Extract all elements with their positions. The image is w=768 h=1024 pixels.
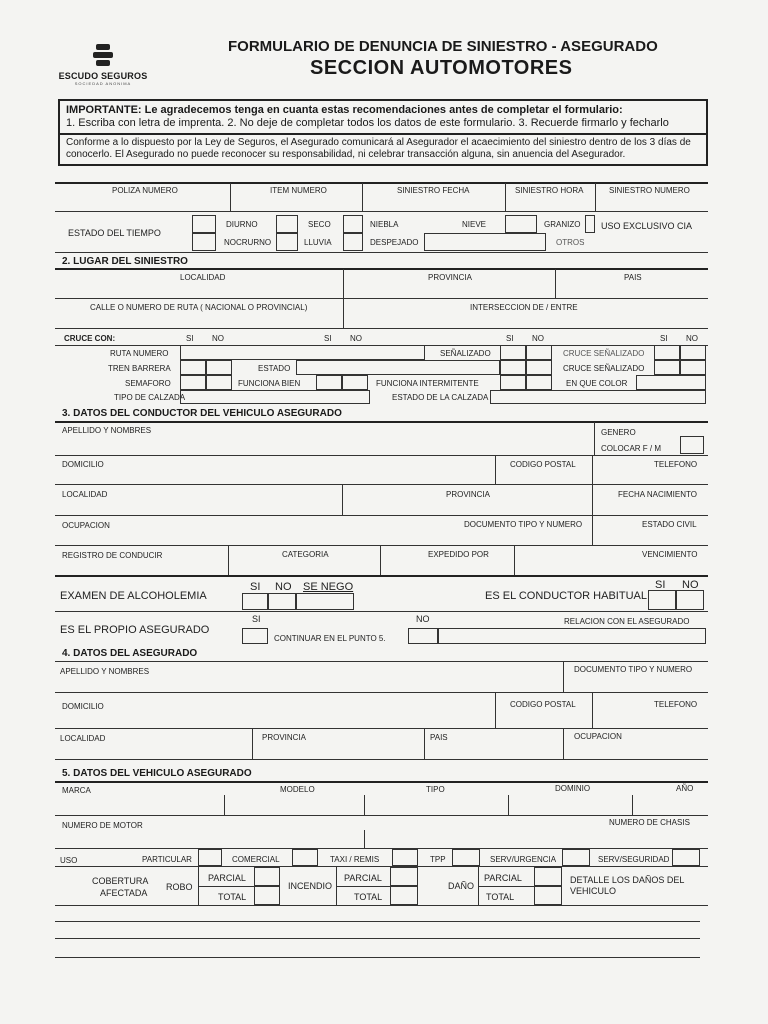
asegurado-localidad-label: LOCALIDAD	[60, 734, 106, 743]
habitual-si-box[interactable]	[648, 590, 676, 610]
dano-parcial-box[interactable]	[534, 867, 562, 886]
seguridad-checkbox[interactable]	[672, 849, 700, 866]
section-2-title: 2. LUGAR DEL SINIESTRO	[62, 256, 188, 267]
cruce-senalizado-si-1[interactable]	[654, 345, 680, 360]
cruce-si-3: SI	[506, 334, 514, 343]
poliza-label: POLIZA NUMERO	[112, 186, 178, 195]
despejado-field[interactable]	[424, 233, 546, 251]
habitual-no: NO	[682, 579, 699, 591]
form-title: FORMULARIO DE DENUNCIA DE SINIESTRO - ASEGURADO	[228, 38, 658, 55]
conductor-estado-civil-label: ESTADO CIVIL	[642, 520, 697, 529]
diurno-label: DIURNO	[226, 220, 258, 229]
seguridad-label: SERV/SEGURIDAD	[598, 855, 670, 864]
expedido-label: EXPEDIDO POR	[428, 550, 489, 559]
row2-si[interactable]	[500, 360, 526, 375]
seco-label: SECO	[308, 220, 331, 229]
conductor-ocupacion-label: OCUPACION	[62, 521, 110, 530]
pais-label: PAIS	[624, 273, 642, 282]
numero-label: SINIESTRO NUMERO	[609, 186, 690, 195]
conductor-apellido-label: APELLIDO Y NOMBRES	[62, 426, 152, 435]
robo-parcial-box[interactable]	[254, 867, 280, 886]
anio-label: AÑO	[676, 784, 694, 793]
uso-cia-label: USO EXCLUSIVO CIA	[601, 221, 693, 231]
calle-label: CALLE O NUMERO DE RUTA ( NACIONAL O PROVINCIAL)	[90, 303, 308, 312]
weather-label: ESTADO DEL TIEMPO	[68, 228, 161, 238]
nocturno-label: NOCRURNO	[224, 238, 272, 247]
notice-box	[58, 99, 708, 166]
tren-si[interactable]	[180, 360, 206, 375]
intermitente-no[interactable]	[526, 375, 552, 390]
funciona-bien-label: FUNCIONA BIEN	[238, 379, 301, 388]
incendio-total-label: TOTAL	[354, 892, 383, 902]
logo-name: ESCUDO SEGUROS	[58, 71, 148, 81]
propio-no-box[interactable]	[408, 628, 438, 644]
alcoholemia-no-box[interactable]	[268, 593, 296, 610]
alcoholemia-si: SI	[250, 581, 261, 593]
taxi-label: TAXI / REMIS	[330, 855, 380, 864]
semaforo-si[interactable]	[180, 375, 206, 390]
nocturno-checkbox[interactable]	[192, 233, 216, 251]
ruta-numero-field[interactable]	[180, 345, 425, 360]
funciona-bien-no[interactable]	[342, 375, 368, 390]
logo-subtitle: SOCIEDAD ANONIMA	[74, 81, 132, 86]
robo-parcial-label: PARCIAL	[208, 873, 246, 883]
dano-label: DAÑO	[448, 881, 475, 891]
cruce-si-2: SI	[324, 334, 332, 343]
detalle-label: DETALLE LOS DAÑOS DEL	[570, 875, 685, 885]
fecha-label: SINIESTRO FECHA	[397, 186, 470, 195]
cruce-no-2: NO	[350, 334, 362, 343]
uso-label: USO	[60, 856, 78, 865]
incendio-parcial-label: PARCIAL	[344, 873, 382, 883]
comercial-checkbox[interactable]	[292, 849, 318, 866]
tpp-label: TPP	[430, 855, 446, 864]
company-logo	[58, 44, 148, 86]
tren-label: TREN BARRERA	[108, 364, 171, 373]
senalizado-si[interactable]	[500, 345, 526, 360]
color-field[interactable]	[636, 375, 706, 390]
incendio-parcial-box[interactable]	[390, 867, 418, 886]
dano-parcial-label: PARCIAL	[484, 873, 522, 883]
despejado-label: DESPEJADO	[370, 238, 419, 247]
conductor-domicilio-label: DOMICILIO	[62, 460, 104, 469]
propio-no: NO	[416, 614, 430, 624]
genero-label: GENERO	[601, 428, 636, 437]
asegurado-apellido-label: APELLIDO Y NOMBRES	[60, 667, 150, 676]
vehiculo-label: VEHICULO	[570, 886, 617, 896]
asegurado-documento-label: DOCUMENTO TIPO Y NUMERO	[574, 665, 693, 674]
notice-instructions: 1. Escriba con letra de imprenta. 2. No deje de completar todos los datos de este formulario. 3. Recuerde firmarlo y fecharlo	[66, 117, 669, 129]
dano-total-label: TOTAL	[486, 892, 515, 902]
afectada-label: AFECTADA	[100, 888, 148, 898]
propio-si-box[interactable]	[242, 628, 268, 644]
conductor-cp-label: CODIGO POSTAL	[510, 460, 576, 469]
funciona-intermitente-label: FUNCIONA INTERMITENTE	[376, 379, 479, 388]
funciona-bien-si[interactable]	[316, 375, 342, 390]
section-5-title: 5. DATOS DEL VEHICULO ASEGURADO	[62, 768, 252, 779]
cruce-no-4: NO	[686, 334, 698, 343]
granizo-checkbox[interactable]	[585, 215, 595, 233]
conductor-fecha-nac-label: FECHA NACIMIENTO	[618, 490, 697, 499]
conductor-documento-label: DOCUMENTO TIPO Y NUMERO	[464, 520, 583, 529]
cruce-si-4: SI	[660, 334, 668, 343]
notice-legal: Conforme a lo dispuesto por la Ley de Seguros, el Asegurado comunicará al Asegurador el acaecimiento del siniestro dentro de los 3 días de conocerlo. El Asegurado no puede reconocer su responsabilidad, ni celebrar transacción alguna, sin anuencia del Asegurador.	[66, 137, 691, 160]
cruce-label: CRUCE CON:	[64, 334, 116, 343]
senalizado-no[interactable]	[526, 345, 552, 360]
notice-important	[60, 101, 706, 135]
comercial-label: COMERCIAL	[232, 855, 280, 864]
dano-total-box[interactable]	[534, 886, 562, 905]
particular-checkbox[interactable]	[198, 849, 222, 866]
en-que-color-label: EN QUE COLOR	[566, 379, 628, 388]
nieve-checkbox[interactable]	[505, 215, 537, 233]
asegurado-domicilio-label: DOMICILIO	[62, 702, 104, 711]
granizo-label: GRANIZO	[544, 220, 581, 229]
modelo-label: MODELO	[280, 785, 315, 794]
tren-no[interactable]	[206, 360, 232, 375]
asegurado-ocupacion-label: OCUPACION	[574, 732, 622, 741]
detail-line[interactable]	[55, 921, 700, 922]
tipo-calzada-field[interactable]	[180, 390, 370, 404]
vencimiento-label: VENCIMIENTO	[642, 550, 698, 559]
interseccion-label: INTERSECCION DE / ENTRE	[470, 303, 578, 312]
habitual-label: ES EL CONDUCTOR HABITUAL	[485, 590, 647, 602]
semaforo-label: SEMAFORO	[125, 379, 171, 388]
colocar-label: COLOCAR F / M	[601, 444, 662, 453]
diurno-checkbox[interactable]	[192, 215, 216, 233]
alcoholemia-no: NO	[275, 581, 292, 593]
seco-checkbox[interactable]	[276, 215, 298, 233]
section-4-title: 4. DATOS DEL ASEGURADO	[62, 648, 198, 659]
despejado-checkbox[interactable]	[343, 233, 363, 251]
lluvia-checkbox[interactable]	[276, 233, 298, 251]
genero-field[interactable]	[680, 436, 704, 454]
marca-label: MARCA	[62, 786, 91, 795]
cruce-senalizado-no-2[interactable]	[680, 360, 706, 375]
conductor-telefono-label: TELEFONO	[654, 460, 698, 469]
rule	[55, 182, 708, 184]
urgencia-checkbox[interactable]	[562, 849, 590, 866]
robo-label: ROBO	[166, 882, 193, 892]
categoria-label: CATEGORIA	[282, 550, 329, 559]
cruce-si-1: SI	[186, 334, 194, 343]
notice-important-text: IMPORTANTE: Le agradecemos tenga en cuanta estas recomendaciones antes de completar el formulario:	[66, 104, 623, 116]
continuar-label: CONTINUAR EN EL PUNTO 5.	[274, 634, 386, 643]
chasis-label: NUMERO DE CHASIS	[609, 818, 690, 827]
taxi-checkbox[interactable]	[392, 849, 418, 866]
cobertura-label: COBERTURA	[92, 876, 149, 886]
alcoholemia-label: EXAMEN DE ALCOHOLEMIA	[60, 590, 207, 602]
conductor-localidad-label: LOCALIDAD	[62, 490, 108, 499]
estado-calzada-field[interactable]	[490, 390, 706, 404]
incendio-label: INCENDIO	[288, 881, 333, 891]
propio-si: SI	[252, 614, 261, 624]
relacion-label: RELACION CON EL ASEGURADO	[564, 617, 690, 626]
conductor-provincia-label: PROVINCIA	[446, 490, 491, 499]
otros-label: OTROS	[556, 238, 585, 247]
lluvia-label: LLUVIA	[304, 238, 332, 247]
shield-logo-icon	[93, 44, 113, 68]
alcoholemia-se-nego-box[interactable]	[296, 593, 354, 610]
dominio-label: DOMINIO	[555, 784, 591, 793]
estado-label: ESTADO	[258, 364, 291, 373]
hora-label: SINIESTRO HORA	[515, 186, 584, 195]
robo-total-label: TOTAL	[218, 892, 247, 902]
tpp-checkbox[interactable]	[452, 849, 480, 866]
localidad-label: LOCALIDAD	[180, 273, 226, 282]
item-label: ITEM NUMERO	[270, 186, 327, 195]
semaforo-no[interactable]	[206, 375, 232, 390]
particular-label: PARTICULAR	[142, 855, 192, 864]
alcoholemia-se-nego: SE NEGO	[303, 581, 354, 593]
cruce-senalizado-no-1[interactable]	[680, 345, 706, 360]
provincia-label: PROVINCIA	[428, 273, 473, 282]
cruce-senalizado-si-2[interactable]	[654, 360, 680, 375]
asegurado-provincia-label: PROVINCIA	[262, 733, 307, 742]
nieve-label: NIEVE	[462, 220, 487, 229]
tipo-label: TIPO	[426, 785, 445, 794]
motor-label: NUMERO DE MOTOR	[62, 821, 143, 830]
niebla-label: NIEBLA	[370, 220, 399, 229]
tipo-calzada-label: TIPO DE CALZADA	[114, 393, 186, 402]
estado-field[interactable]	[296, 360, 500, 375]
cruce-senalizado-label-1: CRUCE SEÑALIZADO	[563, 349, 645, 358]
senalizado-label: SEÑALIZADO	[440, 349, 491, 358]
estado-calzada-label: ESTADO DE LA CALZADA	[392, 393, 489, 402]
robo-total-box[interactable]	[254, 886, 280, 905]
asegurado-pais-label: PAIS	[430, 733, 448, 742]
row2-no[interactable]	[526, 360, 552, 375]
section-3-title: 3. DATOS DEL CONDUCTOR DEL VEHICULO ASEGURADO	[62, 408, 342, 419]
incendio-total-box[interactable]	[390, 886, 418, 905]
detail-line[interactable]	[55, 957, 700, 958]
detail-line[interactable]	[55, 938, 700, 939]
cruce-no-1: NO	[212, 334, 224, 343]
asegurado-cp-label: CODIGO POSTAL	[510, 700, 576, 709]
cruce-no-3: NO	[532, 334, 544, 343]
relacion-field[interactable]	[438, 628, 706, 644]
alcoholemia-si-box[interactable]	[242, 593, 268, 610]
urgencia-label: SERV/URGENCIA	[490, 855, 557, 864]
niebla-checkbox[interactable]	[343, 215, 363, 233]
intermitente-si[interactable]	[500, 375, 526, 390]
habitual-no-box[interactable]	[676, 590, 704, 610]
registro-label: REGISTRO DE CONDUCIR	[62, 551, 163, 560]
propio-asegurado-label: ES EL PROPIO ASEGURADO	[60, 624, 210, 636]
asegurado-telefono-label: TELEFONO	[654, 700, 698, 709]
section-title: SECCION AUTOMOTORES	[310, 57, 573, 79]
ruta-numero-label: RUTA NUMERO	[110, 349, 169, 358]
habitual-si: SI	[655, 579, 666, 591]
cruce-senalizado-label-2: CRUCE SEÑALIZADO	[563, 364, 645, 373]
